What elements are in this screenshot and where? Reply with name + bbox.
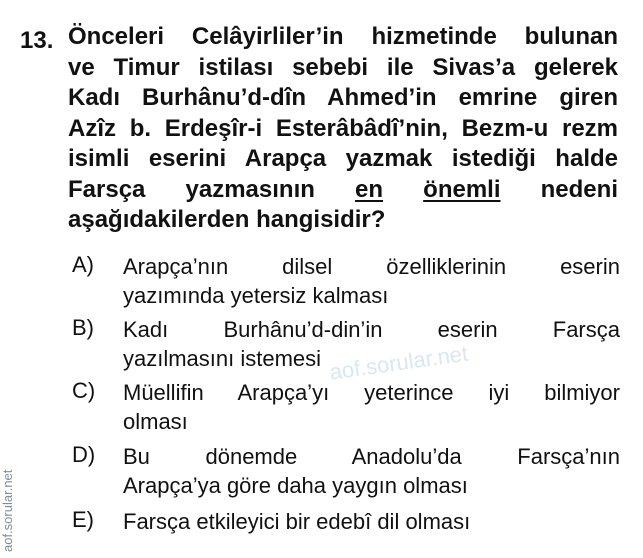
option-text [123,442,620,500]
stem-line [68,175,618,206]
option-line: Kadı Burhânu’d-din’in eserin Farsça [123,317,620,342]
option-line: Arapça’ya göre daha yaygın olması [123,473,468,498]
question-number: 13. [20,27,54,54]
emphasis-word: en [355,175,384,203]
stem-line: Kadı Burhânu’d-dîn Ahmed’in emrine giren [68,84,618,111]
option-label: A) [72,252,94,277]
option-text [123,315,620,373]
side-watermark: aof.sorular.net [0,469,15,552]
option-line: yazımında yetersiz kalması [123,283,389,308]
option-line: Müellifin Arapça’yı yeterince iyi bilmiyor [123,380,620,405]
stem-word: yazmasının [185,175,315,203]
option-label: C) [72,378,96,403]
watermark: aof.sorular.net [328,340,470,385]
option-text [123,507,620,536]
stem-word: Farsça [68,175,146,203]
stem-line: aşağıdakilerden hangisidir? [68,206,386,233]
option-text [123,252,620,310]
stem-word: nedeni [540,175,618,203]
stem-line: isimli eserini Arapça yazmak istediği halde [68,145,618,172]
option-line: Bu dönemde Anadolu’da Farsça’nın [123,444,620,469]
option-text [123,378,620,436]
option-label: B) [72,315,94,340]
option-line: Arapça’nın dilsel özelliklerinin eserin [123,254,620,279]
option-label: D) [72,442,96,467]
stem-line: ve Timur istilası sebebi ile Sivas’a gelerek [68,53,618,81]
stem-line: Önceleri Celâyirliler’in hizmetinde bulunan [68,23,618,50]
question-stem [68,22,618,236]
stem-line: Azîz b. Erdeşîr-i Esterâbâdî’nin, Bezm-u rezm [68,114,618,142]
option-line: olması [123,409,188,434]
option-line: yazılmasını istemesi [123,346,322,371]
emphasis-word: önemli [423,175,501,203]
option-label: E) [72,507,94,532]
option-line: Farsça etkileyici bir edebî dil olması [123,509,471,534]
